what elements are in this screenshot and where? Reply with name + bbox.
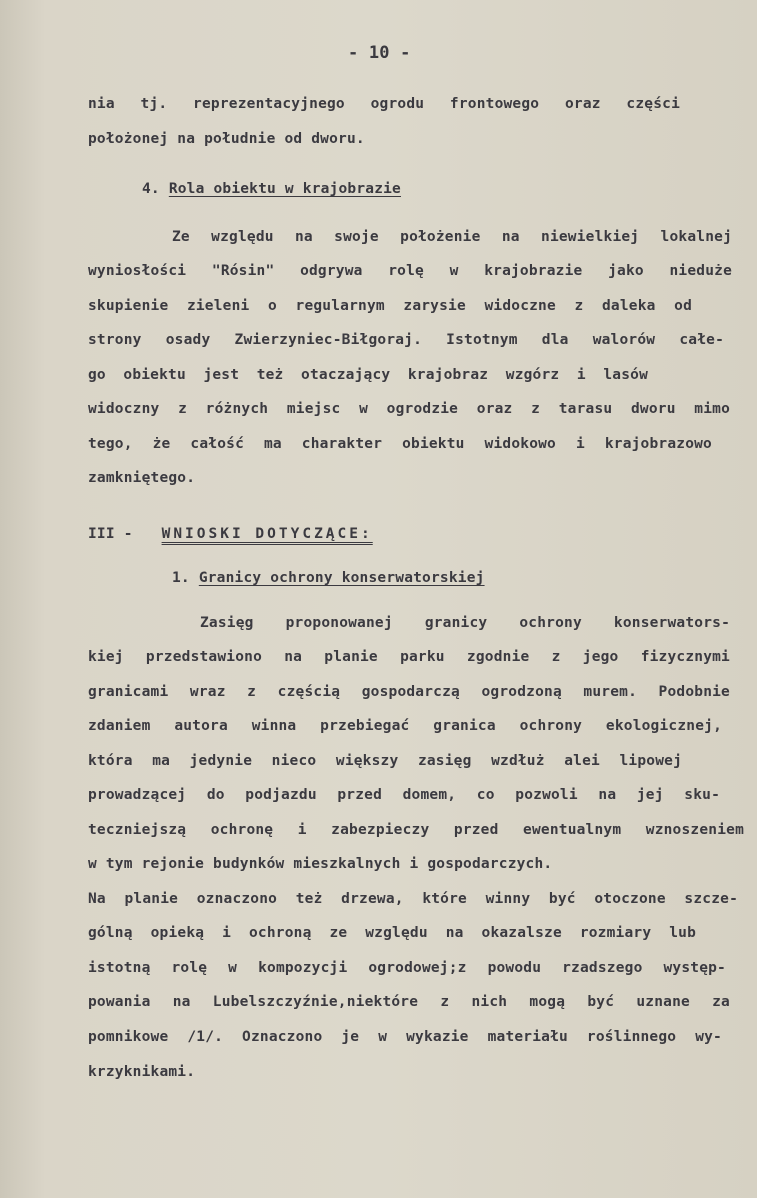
text-line: zdaniem autora winna przebiegać granica ochrony ekologicznej,	[88, 718, 722, 734]
text-line: położonej na południe od dworu.	[88, 131, 365, 147]
text-line: granicami wraz z częścią gospodarczą ogrodzoną murem. Podobnie	[88, 684, 730, 700]
text-line: tego, że całość ma charakter obiektu widokowo i krajobrazowo	[88, 436, 712, 452]
text-line: krzyknikami.	[88, 1064, 196, 1080]
text-line: w tym rejonie budynków mieszkalnych i gospodarczych.	[88, 856, 553, 872]
text-line: Na planie oznaczono też drzewa, które winny być otoczone szcze-	[88, 891, 738, 907]
text-line: strony osady Zwierzyniec-Biłgoraj. Istotnym dla walorów całe-	[88, 332, 724, 348]
heading-1	[172, 569, 485, 587]
heading-4-title: Rola obiektu w krajobrazie	[168, 181, 401, 197]
text-line: która ma jedynie nieco większy zasięg wzdłuż alei lipowej	[88, 753, 682, 769]
section-III-title: WNIOSKI DOTYCZĄCE:	[161, 526, 373, 542]
text-line: skupienie zieleni o regularnym zarysie widoczne z daleka od	[88, 298, 692, 314]
text-line: istotną rolę w kompozycji ogrodowej;z powodu rzadszego występ-	[88, 960, 726, 976]
heading-4	[142, 180, 401, 198]
text-line: zamkniętego.	[88, 470, 196, 486]
text-line: kiej przedstawiono na planie parku zgodnie z jego fizycznymi	[88, 649, 730, 665]
text-line: gólną opieką i ochroną ze względu na okazalsze rozmiary lub	[88, 925, 696, 941]
page-number: - 10 -	[348, 43, 411, 63]
text-line: go obiektu jest też otaczający krajobraz wzgórz i lasów	[88, 367, 648, 383]
heading-1-title: Granicy ochrony konserwatorskiej	[198, 570, 485, 586]
text-line: widoczny z różnych miejsc w ogrodzie oraz z tarasu dworu mimo	[88, 401, 730, 417]
text-line: nia tj. reprezentacyjnego ogrodu frontowego oraz części	[88, 96, 680, 112]
heading-1-number: 1.	[172, 570, 190, 586]
text-line: Zasięg proponowanej granicy ochrony konserwators-	[200, 615, 730, 631]
text-line: wyniosłości "Rósin" odgrywa rolę w krajobrazie jako nieduże	[88, 263, 732, 279]
section-heading-III	[88, 525, 373, 543]
section-III-number: III -	[88, 526, 133, 542]
text-line: pomnikowe /1/. Oznaczono je w wykazie materiału roślinnego wy-	[88, 1029, 722, 1045]
heading-4-number: 4.	[142, 181, 160, 197]
text-line: prowadzącej do podjazdu przed domem, co pozwoli na jej sku-	[88, 787, 720, 803]
text-line: Ze względu na swoje położenie na niewielkiej lokalnej	[172, 229, 732, 245]
text-line: teczniejszą ochronę i zabezpieczy przed ewentualnym wznoszeniem	[88, 822, 744, 838]
text-line: powania na Lubelszczyźnie,niektóre z nich mogą być uznane za	[88, 994, 730, 1010]
